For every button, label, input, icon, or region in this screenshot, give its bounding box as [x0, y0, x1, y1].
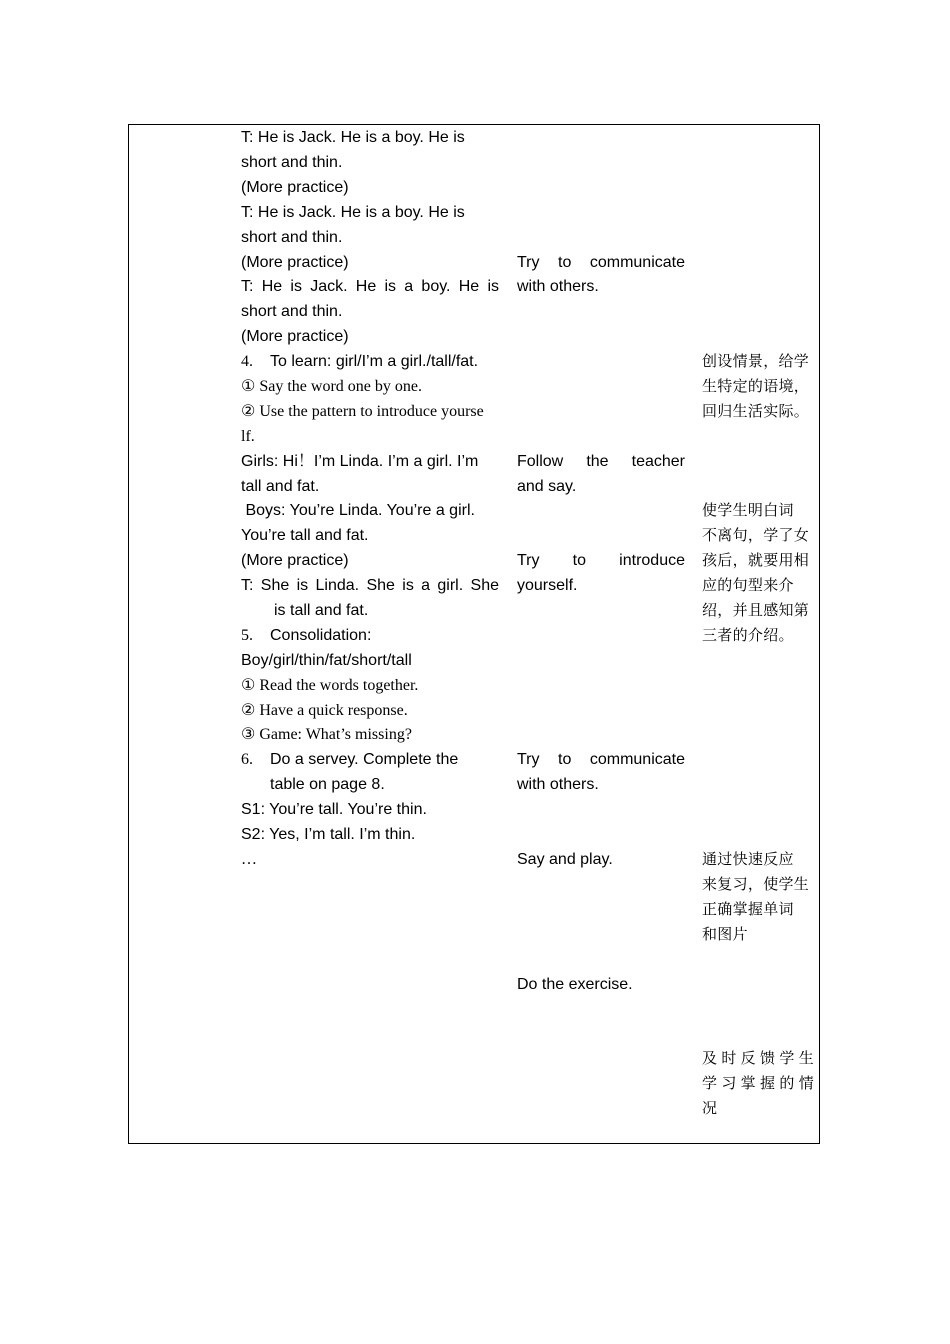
purpose-line: 三者的介绍。	[702, 626, 794, 644]
step-title: Consolidation:	[270, 627, 372, 644]
step-line: (More practice)	[241, 254, 349, 271]
step-line: tall and fat.	[241, 478, 320, 495]
purpose-line: 不离句，学了女	[702, 526, 810, 544]
step-line: S2: Yes, I’m tall. I’m thin.	[241, 826, 416, 843]
step-line: T: He is Jack. He is a boy. He is	[241, 204, 465, 221]
step-line: is tall and fat.	[274, 602, 369, 619]
purpose-line: 况	[702, 1099, 718, 1117]
step-line: (More practice)	[241, 328, 349, 345]
activity-line: Say and play.	[517, 851, 613, 868]
activity-line: yourself.	[517, 577, 578, 594]
step-line: Girls: Hi！I’m Linda. I’m a girl. I’m	[241, 453, 479, 470]
step-heading	[241, 747, 499, 772]
activity-line: Try to communicate	[517, 751, 685, 768]
purpose-line: 及时反馈学生	[702, 1049, 814, 1067]
purpose-line: 通过快速反应	[702, 850, 794, 868]
purpose-line: 来复习，使学生	[702, 875, 810, 893]
step-line: You’re tall and fat.	[241, 527, 369, 544]
step-line: S1: You’re tall. You’re thin.	[241, 801, 427, 818]
activity-line: with others.	[517, 278, 599, 295]
step-heading	[241, 349, 499, 374]
step-line: short and thin.	[241, 303, 343, 320]
activity-line: with others.	[517, 776, 599, 793]
step-line: ① Read the words together.	[241, 677, 419, 694]
purpose-line: 创设情景，给学	[702, 352, 810, 370]
purpose-line: 正确掌握单词	[702, 900, 794, 918]
purpose-line: 绍，并且感知第	[702, 601, 810, 619]
step-line: ③ Game: What’s missing?	[241, 726, 412, 743]
purpose-line: 和图片	[702, 925, 748, 943]
step-line: (More practice)	[241, 179, 349, 196]
step-line: Boy/girl/thin/fat/short/tall	[241, 652, 412, 669]
purpose-line: 孩后，就要用相	[702, 551, 810, 569]
activity-line: Try to communicate	[517, 254, 685, 271]
purpose-line: 生特定的语境，	[702, 377, 810, 395]
step-line: T: He is Jack. He is a boy. He is	[241, 129, 465, 146]
step-line: ① Say the word one by one.	[241, 378, 422, 395]
step-line: T: She is Linda. She is a girl. She	[241, 577, 499, 594]
step-line: short and thin.	[241, 229, 343, 246]
purpose-line: 学习掌握的情	[702, 1074, 814, 1092]
step-line: Boys: You’re Linda. You’re a girl.	[241, 502, 475, 519]
step-number: 5.	[241, 627, 253, 644]
activity-line: Follow the teacher	[517, 453, 685, 470]
activity-line: and say.	[517, 478, 577, 495]
step-line: T: He is Jack. He is a boy. He is	[241, 278, 499, 295]
purpose-line: 使学生明白词	[702, 501, 794, 519]
step-line: ② Have a quick response.	[241, 702, 408, 719]
step-number: 6.	[241, 751, 253, 768]
step-number: 4.	[241, 353, 253, 370]
step-title: To learn: girl/I’m a girl./tall/fat.	[270, 353, 479, 370]
step-line: ② Use the pattern to introduce yourse	[241, 403, 484, 420]
step-line: …	[241, 851, 257, 868]
step-line: short and thin.	[241, 154, 343, 171]
step-title: Do a servey. Complete the	[270, 751, 459, 768]
step-heading	[241, 623, 499, 648]
step-line: lf.	[241, 428, 255, 445]
activity-line: Try to introduce	[517, 552, 685, 569]
step-line: table on page 8.	[270, 776, 385, 793]
purpose-line: 回归生活实际。	[702, 402, 810, 420]
activity-line: Do the exercise.	[517, 976, 633, 993]
step-line: (More practice)	[241, 552, 349, 569]
purpose-line: 应的句型来介	[702, 576, 794, 594]
